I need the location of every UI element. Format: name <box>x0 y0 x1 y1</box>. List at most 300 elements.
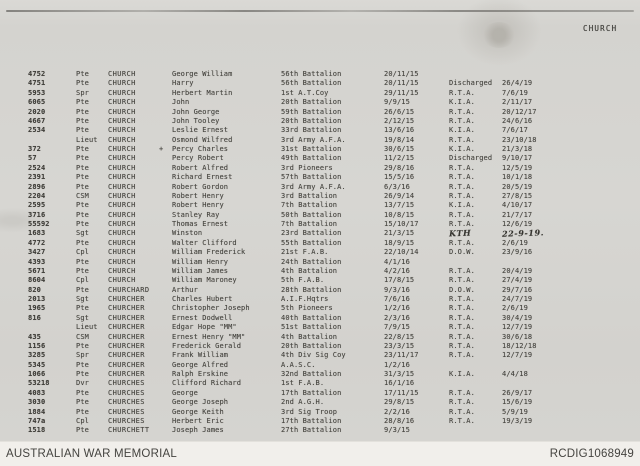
rank: Sgt <box>76 313 89 322</box>
embarkation-date: 29/11/15 <box>384 88 419 97</box>
surname: CHURCH <box>108 173 136 182</box>
embarkation-date: 21/3/15 <box>384 229 415 238</box>
given-names: William Maroney <box>172 276 237 285</box>
unit: 3rd Army A.F.A. <box>281 135 346 144</box>
rank: Cpl <box>76 248 89 257</box>
unit: 49th Battalion <box>281 154 342 163</box>
unit: 4th Battalion <box>281 332 338 341</box>
table-row <box>0 183 640 192</box>
fate-code: R.T.A. <box>449 313 475 322</box>
given-names: Percy Charles <box>172 145 229 153</box>
given-names: William Frederick <box>172 248 246 257</box>
unit: 2nd A.G.H. <box>281 398 325 407</box>
embarkation-date: 9/3/16 <box>384 285 410 294</box>
surname: CHURCHES <box>108 388 145 397</box>
rank: CSM <box>76 191 89 200</box>
given-names: Percy Robert <box>172 154 224 163</box>
table-row <box>0 173 640 182</box>
given-names: Frank William <box>172 351 229 360</box>
service-number: 2896 <box>28 182 46 191</box>
rank: Pte <box>76 210 89 219</box>
unit: 24th Battalion <box>281 257 342 266</box>
table-row <box>0 89 640 98</box>
table-row <box>0 286 640 295</box>
given-names: John <box>172 98 190 107</box>
fate-code: R.T.A. <box>449 388 475 397</box>
fate-date: 20/5/19 <box>502 182 533 191</box>
fate-code: R.T.A. <box>449 238 475 247</box>
service-number: 1518 <box>28 426 46 435</box>
embarkation-date: 4/1/16 <box>384 257 410 266</box>
fate-code: K.I.A. <box>449 145 475 153</box>
unit: 4th Div Sig Coy <box>281 351 346 360</box>
unit: 3rd Pioneers <box>281 163 333 172</box>
fate-code: R.T.A. <box>449 116 475 125</box>
fate-date: 9/10/17 <box>502 154 533 163</box>
given-names: William James <box>172 266 229 275</box>
table-row <box>0 239 640 248</box>
surname: CHURCHER <box>108 351 145 360</box>
service-number: 5345 <box>28 360 46 369</box>
unit: A.A.S.C. <box>281 360 316 369</box>
rank: Pte <box>76 370 89 378</box>
unit: 32nd Battalion <box>281 370 342 378</box>
embarkation-date: 2/3/16 <box>384 313 410 322</box>
fate-date: 5/9/19 <box>502 407 528 416</box>
given-names: Walter Clifford <box>172 238 237 247</box>
surname: CHURCH <box>108 126 136 135</box>
embarkation-date: 26/9/14 <box>384 191 415 200</box>
unit: 5th F.A.B. <box>281 276 325 285</box>
rank: Sgt <box>76 295 89 303</box>
unit: 59th Battalion <box>281 107 342 116</box>
surname: CHURCHER <box>108 304 145 313</box>
unit: 7th Battalion <box>281 220 338 228</box>
fate-code: R.T.A. <box>449 163 475 172</box>
service-number: 2013 <box>28 295 46 303</box>
fate-date: 2/11/17 <box>502 98 533 107</box>
table-row <box>0 211 640 220</box>
rank: Pte <box>76 341 89 350</box>
table-row <box>0 117 640 126</box>
fate-code: R.T.A. <box>449 323 475 332</box>
fate-code: R.T.A. <box>449 398 475 407</box>
service-number: 1965 <box>28 304 46 313</box>
fate-date: 23/10/18 <box>502 135 537 144</box>
given-names: Charles Hubert <box>172 295 233 303</box>
embarkation-date: 4/2/16 <box>384 266 410 275</box>
rank: Pte <box>76 98 89 107</box>
unit: A.I.F.Hqtrs <box>281 295 329 303</box>
rank: Pte <box>76 304 89 313</box>
fate-date: 4/10/17 <box>502 201 533 210</box>
rank: Spr <box>76 351 89 360</box>
given-names: George William <box>172 70 233 78</box>
unit: 20th Battalion <box>281 341 342 350</box>
fate-date: 2/6/19 <box>502 304 528 313</box>
annotation-mark: + <box>159 145 164 153</box>
embarkation-date: 16/1/16 <box>384 379 415 388</box>
surname: CHURCH <box>108 182 136 191</box>
embarkation-date: 6/3/16 <box>384 182 410 191</box>
fate-code: R.T.A. <box>449 135 475 144</box>
fate-date: 7/6/17 <box>502 126 528 135</box>
given-names: Joseph James <box>172 426 224 435</box>
rank: Pte <box>76 154 89 163</box>
rank: Pte <box>76 398 89 407</box>
rank: Pte <box>76 182 89 191</box>
fate-date: 20/12/17 <box>502 107 537 116</box>
given-names: Arthur <box>172 285 198 294</box>
service-number: 372 <box>28 145 41 153</box>
rank: Pte <box>76 285 89 294</box>
fate-code: R.T.A. <box>449 266 475 275</box>
surname: CHURCHER <box>108 323 145 332</box>
table-row <box>0 408 640 417</box>
embarkation-date: 9/3/15 <box>384 426 410 435</box>
table-row <box>0 342 640 351</box>
page-surname-header: CHURCH <box>583 24 618 33</box>
surname: CHURCHES <box>108 398 145 407</box>
fate-code: R.T.A. <box>449 220 475 228</box>
service-number: 4752 <box>28 70 46 78</box>
embarkation-date: 19/8/14 <box>384 135 415 144</box>
fate-code: R.T.A. <box>449 407 475 416</box>
rank: Pte <box>76 126 89 135</box>
service-number: 1884 <box>28 407 46 416</box>
service-number: 2595 <box>28 201 46 210</box>
fate-date: 29/7/16 <box>502 285 533 294</box>
given-names: Ernest Henry "MM" <box>172 332 246 341</box>
fate-code: R.T.A. <box>449 88 475 97</box>
given-names: Robert Gordon <box>172 182 229 191</box>
table-row <box>0 417 640 426</box>
fate-code: R.T.A. <box>449 304 475 313</box>
fate-date: 22-9-19. <box>501 227 545 240</box>
embarkation-date: 11/2/15 <box>384 154 415 163</box>
surname: CHURCHER <box>108 332 145 341</box>
fate-code: KTH <box>448 227 472 239</box>
given-names: Robert Alfred <box>172 163 229 172</box>
fate-code: K.I.A. <box>449 98 475 107</box>
fate-code: R.T.A. <box>449 351 475 360</box>
scan-edge-line <box>6 10 634 12</box>
given-names: Herbert Martin <box>172 88 233 97</box>
roll-table <box>0 70 640 436</box>
table-row <box>0 295 640 304</box>
surname: CHURCH <box>108 107 136 116</box>
service-number: 1066 <box>28 370 46 378</box>
fate-code: K.I.A. <box>449 370 475 378</box>
embarkation-date: 28/8/16 <box>384 416 415 425</box>
embarkation-date: 7/6/16 <box>384 295 410 303</box>
rank: Lieut <box>76 135 98 144</box>
unit: 3rd Army A.F.A. <box>281 182 346 191</box>
surname: CHURCH <box>108 163 136 172</box>
table-row <box>0 248 640 257</box>
given-names: George Keith <box>172 407 224 416</box>
table-row <box>0 108 640 117</box>
table-row <box>0 370 640 379</box>
fate-code: R.T.A. <box>449 107 475 116</box>
service-number: 3716 <box>28 210 46 219</box>
given-names: Richard Ernest <box>172 173 233 182</box>
table-row <box>0 70 640 79</box>
embarkation-date: 1/2/16 <box>384 304 410 313</box>
given-names: Ernest Dodwell <box>172 313 233 322</box>
table-row <box>0 314 640 323</box>
surname: CHURCH <box>108 229 136 238</box>
fate-date: 30/6/18 <box>502 332 533 341</box>
given-names: Osmond Wilfred <box>172 135 233 144</box>
table-row <box>0 398 640 407</box>
rank: Pte <box>76 79 89 88</box>
fate-code: Discharged <box>449 154 493 163</box>
table-row <box>0 164 640 173</box>
surname: CHURCH <box>108 248 136 257</box>
rank: Pte <box>76 116 89 125</box>
service-number: 5953 <box>28 88 46 97</box>
fate-code: Discharged <box>449 79 493 88</box>
fate-code: R.T.A. <box>449 191 475 200</box>
surname: CHURCH <box>108 98 136 107</box>
surname: CHURCHES <box>108 379 145 388</box>
given-names: Leslie Ernest <box>172 126 229 135</box>
table-row <box>0 267 640 276</box>
rank: Pte <box>76 220 89 228</box>
rank: Pte <box>76 201 89 210</box>
fate-date: 23/9/16 <box>502 248 533 257</box>
surname: CHURCH <box>108 266 136 275</box>
fate-date: 15/6/19 <box>502 398 533 407</box>
fate-date: 2/6/19 <box>502 238 528 247</box>
unit: 56th Battalion <box>281 79 342 88</box>
embarkation-date: 13/6/16 <box>384 126 415 135</box>
surname: CHURCHARD <box>108 285 150 294</box>
service-number: 3285 <box>28 351 46 360</box>
fate-code: D.O.W. <box>449 285 475 294</box>
service-number: 5671 <box>28 266 46 275</box>
given-names: Herbert Eric <box>172 416 224 425</box>
unit: 17th Battalion <box>281 388 342 397</box>
fate-code: R.T.A. <box>449 210 475 219</box>
table-row <box>0 351 640 360</box>
fate-date: 24/6/16 <box>502 116 533 125</box>
fate-date: 12/7/19 <box>502 351 533 360</box>
fate-code: K.I.A. <box>449 201 475 210</box>
table-row <box>0 389 640 398</box>
service-number: 3427 <box>28 248 46 257</box>
embarkation-date: 31/3/15 <box>384 370 415 378</box>
embarkation-date: 29/8/15 <box>384 398 415 407</box>
fate-code: R.T.A. <box>449 173 475 182</box>
rank: Pte <box>76 407 89 416</box>
rank: Cpl <box>76 416 89 425</box>
fate-date: 12/5/19 <box>502 163 533 172</box>
unit: 20th Battalion <box>281 116 342 125</box>
surname: CHURCH <box>108 257 136 266</box>
service-number: 57 <box>28 154 37 163</box>
fate-code: D.O.W. <box>449 248 475 257</box>
embarkation-date: 18/9/15 <box>384 238 415 247</box>
fate-code: R.T.A. <box>449 295 475 303</box>
surname: CHURCH <box>108 70 136 78</box>
given-names: Harry <box>172 79 194 88</box>
service-number: 55592 <box>28 220 50 228</box>
service-number: 1683 <box>28 229 46 238</box>
service-number: 2391 <box>28 173 46 182</box>
rank: Pte <box>76 145 89 153</box>
table-row <box>0 126 640 135</box>
surname: CHURCHETT <box>108 426 150 435</box>
table-row <box>0 192 640 201</box>
service-number: 1156 <box>28 341 46 350</box>
surname: CHURCH <box>108 79 136 88</box>
unit: 55th Battalion <box>281 238 342 247</box>
given-names: Robert Henry <box>172 191 224 200</box>
table-row <box>0 136 640 145</box>
unit: 31st Battalion <box>281 145 342 153</box>
fate-code: R.T.A. <box>449 341 475 350</box>
unit: 56th Battalion <box>281 70 342 78</box>
fate-date: 26/9/17 <box>502 388 533 397</box>
given-names: Clifford Richard <box>172 379 242 388</box>
rank: Pte <box>76 238 89 247</box>
given-names: George <box>172 388 198 397</box>
embarkation-date: 23/3/15 <box>384 341 415 350</box>
surname: CHURCHER <box>108 370 145 378</box>
embarkation-date: 29/8/16 <box>384 163 415 172</box>
fate-date: 24/7/19 <box>502 295 533 303</box>
table-row <box>0 426 640 435</box>
unit: 7th Battalion <box>281 201 338 210</box>
given-names: Winston <box>172 229 203 238</box>
fate-code: R.T.A. <box>449 276 475 285</box>
rank: Pte <box>76 70 89 78</box>
surname: CHURCH <box>108 88 136 97</box>
embarkation-date: 23/11/17 <box>384 351 419 360</box>
embarkation-date: 22/8/15 <box>384 332 415 341</box>
unit: 5th Pioneers <box>281 304 333 313</box>
fate-code: R.T.A. <box>449 416 475 425</box>
embarkation-date: 26/6/15 <box>384 107 415 116</box>
given-names: Frederick Gerald <box>172 341 242 350</box>
given-names: Robert Henry <box>172 201 224 210</box>
embarkation-date: 9/9/15 <box>384 98 410 107</box>
rank: Dvr <box>76 379 89 388</box>
rank: Pte <box>76 257 89 266</box>
embarkation-date: 1/2/16 <box>384 360 410 369</box>
table-row <box>0 154 640 163</box>
rank: Lieut <box>76 323 98 332</box>
surname: CHURCH <box>108 145 136 153</box>
unit: 27th Battalion <box>281 426 342 435</box>
table-row <box>0 304 640 313</box>
service-number: 4393 <box>28 257 46 266</box>
table-row <box>0 276 640 285</box>
unit: 57th Battalion <box>281 173 342 182</box>
service-number: 816 <box>28 313 41 322</box>
service-number: 4772 <box>28 238 46 247</box>
record-id-label: RCDIG1068949 <box>549 448 634 460</box>
table-row <box>0 229 640 238</box>
rank: Pte <box>76 173 89 182</box>
given-names: Christopher Joseph <box>172 304 250 313</box>
surname: CHURCH <box>108 201 136 210</box>
given-names: George Alfred <box>172 360 229 369</box>
unit: 1st A.T.Coy <box>281 88 329 97</box>
fate-date: 26/4/19 <box>502 79 533 88</box>
service-number: 4751 <box>28 79 46 88</box>
surname: CHURCH <box>108 116 136 125</box>
embarkation-date: 17/11/15 <box>384 388 419 397</box>
fate-date: 20/4/19 <box>502 266 533 275</box>
fate-date: 30/4/19 <box>502 313 533 322</box>
archive-name-label: AUSTRALIAN WAR MEMORIAL <box>6 448 177 460</box>
unit: 50th Battalion <box>281 210 342 219</box>
embarkation-date: 7/9/15 <box>384 323 410 332</box>
given-names: John George <box>172 107 220 116</box>
surname: CHURCH <box>108 276 136 285</box>
unit: 20th Battalion <box>281 98 342 107</box>
given-names: Ralph Erskine <box>172 370 229 378</box>
given-names: William Henry <box>172 257 229 266</box>
service-number: 4667 <box>28 116 46 125</box>
given-names: Stanley Ray <box>172 210 220 219</box>
surname: CHURCHER <box>108 360 145 369</box>
unit: 3rd Battalion <box>281 191 338 200</box>
fate-code: R.T.A. <box>449 332 475 341</box>
embarkation-date: 2/12/15 <box>384 116 415 125</box>
surname: CHURCHER <box>108 341 145 350</box>
embarkation-date: 15/5/16 <box>384 173 415 182</box>
rank: Pte <box>76 388 89 397</box>
service-number: 2204 <box>28 191 46 200</box>
table-row <box>0 220 640 229</box>
table-row <box>0 333 640 342</box>
embarkation-date: 17/8/15 <box>384 276 415 285</box>
fate-date: 10/1/18 <box>502 173 533 182</box>
surname: CHURCHER <box>108 313 145 322</box>
fate-date: 19/3/19 <box>502 416 533 425</box>
surname: CHURCHES <box>108 407 145 416</box>
rank: Sgt <box>76 229 89 238</box>
table-row <box>0 145 640 154</box>
rank: CSM <box>76 332 89 341</box>
service-number: 820 <box>28 285 41 294</box>
unit: 17th Battalion <box>281 416 342 425</box>
unit: 51st Battalion <box>281 323 342 332</box>
rank: Pte <box>76 163 89 172</box>
unit: 23rd Battalion <box>281 229 342 238</box>
rank: Spr <box>76 88 89 97</box>
embarkation-date: 13/7/15 <box>384 201 415 210</box>
fate-date: 27/8/15 <box>502 191 533 200</box>
surname: CHURCH <box>108 191 136 200</box>
service-number: 2020 <box>28 107 46 116</box>
embarkation-date: 2/2/16 <box>384 407 410 416</box>
unit: 3rd Sig Troop <box>281 407 338 416</box>
service-number: 6065 <box>28 98 46 107</box>
fate-date: 18/12/18 <box>502 341 537 350</box>
service-number: 747a <box>28 416 46 425</box>
unit: 33rd Battalion <box>281 126 342 135</box>
given-names: John Tooley <box>172 116 220 125</box>
fate-code: K.I.A. <box>449 126 475 135</box>
embarkation-date: 22/10/14 <box>384 248 419 257</box>
surname: CHURCHER <box>108 295 145 303</box>
service-number: 2534 <box>28 126 46 135</box>
